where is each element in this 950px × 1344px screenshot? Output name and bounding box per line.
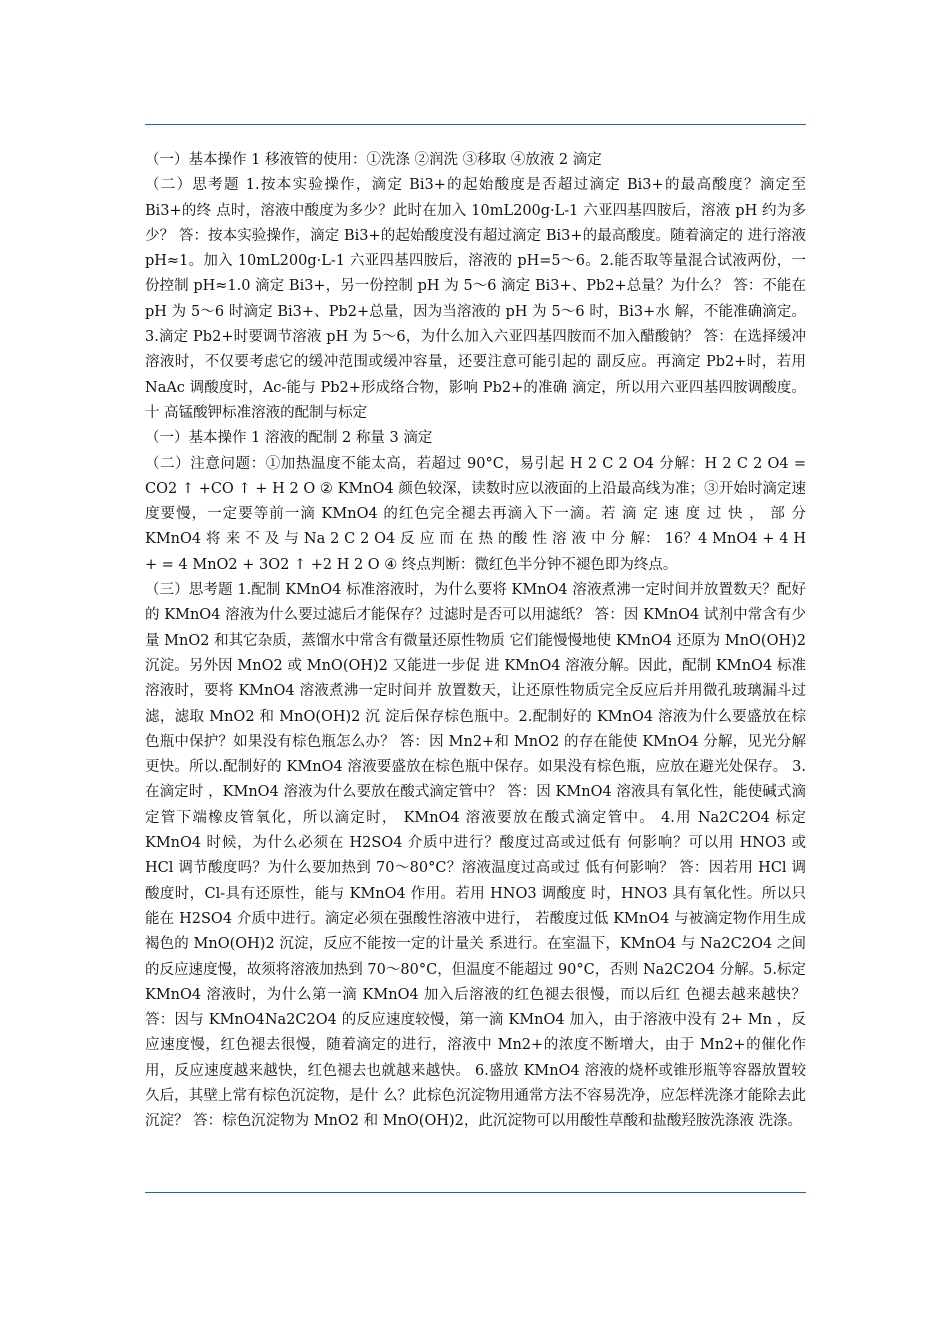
paragraph-notes: （二）注意问题：①加热温度不能太高，若超过 90°C，易引起 H 2 C 2 O4 分解：H 2 C 2 O4 = CO2 ↑ +CO ↑ + H 2 O ② KMnO4 颜色较深，读数时应以液面的上沿最高线为准；③开始时滴定速度要慢，一定要等前一滴 KMnO4 的红色完全褪去再滴入下一滴。若 滴 定 速 度 过 快 ， 部 分 KMnO4 将 来 不 及 与 Na 2 C 2 O4 反 应 而 在 热 的酸 性 溶 液 中 分 解： 16？4 MnO4 + 4 H + = 4 MnO2 + 3O2 ↑ +2 H 2 O ④ 终点判断：微红色半分钟不褪色即为终点。 (145, 455, 807, 573)
paragraph-basic-operation-solution: （一）基本操作 1 溶液的配制 2 称量 3 滴定 (145, 430, 433, 447)
footer-rule (145, 1192, 806, 1193)
paragraph-questions-kmno4: （三）思考题 1.配制 KMnO4 标准溶液时，为什么要将 KMnO4 溶液煮沸一定时间并放置数天？配好 的 KMnO4 溶液为什么要过滤后才能保存？过滤时是否可以用滤纸？ 答：因 KMnO4 试剂中常含有少量 MnO2 和其它杂质，蒸馏水中常含有微量还原性物质 它们能慢慢地使 KMnO4 还原为 MnO(OH)2 沉淀。另外因 MnO2 或 MnO(OH)2 又能进一步促 进 KMnO4 溶液分解。因此，配制 KMnO4 标准溶液时，要将 KMnO4 溶液煮沸一定时间并 放置数天，让还原性物质完全反应后并用微孔玻璃漏斗过滤，滤取 MnO2 和 MnO(OH)2 沉 淀后保存棕色瓶中。2.配制好的 KMnO4 溶液为什么要盛放在棕色瓶中保护？如果没有棕色瓶怎么办？ 答：因 Mn2+和 MnO2 的存在能使 KMnO4 分解，见光分解更快。所以.配制好的 KMnO4 溶液要盛放在棕色瓶中保存。如果没有棕色瓶，应放在避光处保存。 3.在滴定时 ，KMnO4 溶液为什么要放在酸式滴定管中？ 答：因 KMnO4 溶液具有氧化性，能使碱式滴定管下端橡皮管氧化，所以滴定时， KMnO4 溶液要放在酸式滴定管中。 4.用 Na2C2O4 标定 KMnO4 时候，为什么必须在 H2SO4 介质中进行？酸度过高或过低有 何影响？可以用 HNO3 或 HCl 调节酸度吗？为什么要加热到 70～80°C？溶液温度过高或过 低有何影响？ 答：因若用 HCl 调酸度时，Cl-具有还原性，能与 KMnO4 作用。若用 HNO3 调酸度 时，HNO3 具有氧化性。所以只能在 H2SO4 介质中进行。滴定必须在强酸性溶液中进行， 若酸度过低 KMnO4 与被滴定物作用生成褐色的 MnO(OH)2 沉淀，反应不能按一定的计量关 系进行。在室温下，KMnO4 与 Na2C2O4 之间的反应速度慢，故须将溶液加热到 70～80°C，但温度不能超过 90°C，否则 Na2C2O4 分解。5.标定 KMnO4 溶液时，为什么第一滴 KMnO4 加入后溶液的红色褪去很慢，而以后红 色褪去越来越快？ 答：因与 KMnO4Na2C2O4 的反应速度较慢，第一滴 KMnO4 加入，由于溶液中没有 2+ Mn ，反应速度慢，红色褪去很慢，随着滴定的进行，溶液中 Mn2+的浓度不断增大，由于 Mn2+的催化作用，反应速度越来越快，红色褪去也就越来越快。 6.盛放 KMnO4 溶液的烧杯或锥形瓶等容器放置较久后，其壁上常有棕色沉淀物，是什 么？此棕色沉淀物用通常方法不容易洗净，应怎样洗涤才能除去此沉淀？ 答：棕色沉淀物为 MnO2 和 MnO(OH)2，此沉淀物可以用酸性草酸和盐酸羟胺洗涤液 洗涤。 (145, 582, 806, 1130)
paragraph-basic-operation-pipette: （一）基本操作 1 移液管的使用：①洗涤 ②润洗 ③移取 ④放液 2 滴定 (145, 152, 602, 168)
document-body (145, 148, 806, 1135)
paragraph-questions-bi-pb: （二）思考题 1.按本实验操作，滴定 Bi3+的起始酸度是否超过滴定 Bi3+的最高酸度？滴定至 Bi3+的终 点时，溶液中酸度为多少？此时在加入 10mL200g·L-1 六亚四基四胺后，溶液 pH 约为多 少？ 答：按本实验操作，滴定 Bi3+的起始酸度没有超过滴定 Bi3+的最高酸度。随着滴定的 进行溶液 pH≈1。加入 10mL200g·L-1 六亚四基四胺后，溶液的 pH=5～6。2.能否取等量混合试液两份，一份控制 pH≈1.0 滴定 Bi3+，另一份控制 pH 为 5～6 滴定 Bi3+、Pb2+总量？为什么？ 答：不能在 pH 为 5～6 时滴定 Bi3+、Pb2+总量，因为当溶液的 pH 为 5～6 时，Bi3+水 解，不能准确滴定。3.滴定 Pb2+时要调节溶液 pH 为 5～6，为什么加入六亚四基四胺而不加入醋酸钠？ 答：在选择缓冲溶液时，不仅要考虑它的缓冲范围或缓冲容量，还要注意可能引起的 副反应。再滴定 Pb2+时，若用 NaAc 调酸度时，Ac-能与 Pb2+形成络合物，影响 Pb2+的准确 滴定，所以用六亚四基四胺调酸度。 十 高锰酸钾标准溶液的配制与标定 (145, 177, 806, 421)
header-rule (145, 124, 806, 125)
